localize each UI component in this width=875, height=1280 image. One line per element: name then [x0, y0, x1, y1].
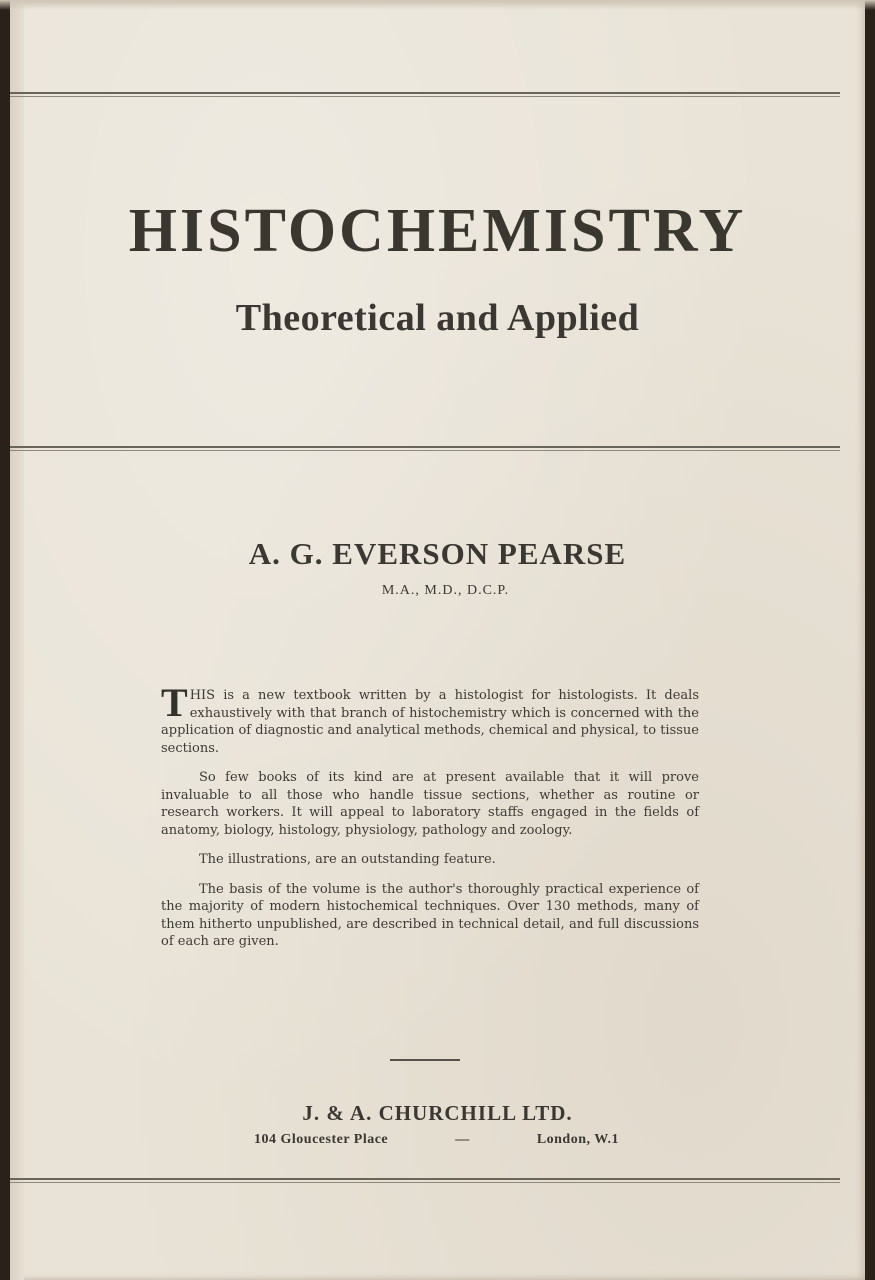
author-name: A. G. EVERSON PEARSE: [248, 536, 627, 571]
jacket-top-edge: [0, 0, 875, 10]
publisher-city: London, W.1: [536, 1132, 619, 1147]
publisher-name: J. & A. CHURCHILL LTD.: [302, 1101, 573, 1125]
address-separator: —: [455, 1132, 470, 1147]
short-divider: [390, 1059, 460, 1061]
book-subtitle: Theoretical and Applied: [235, 297, 640, 339]
publisher-address-line: [254, 1132, 619, 1148]
blurb-paragraph-2: So few books of its kind are at present available that it will prove invaluable to all those who handle tissue sections, whether as routine or research workers. It will appeal to laboratory staffs engaged in the fields of anatomy, biology, histology, physiology, pathology and zoology.: [161, 770, 699, 838]
blurb-text: [161, 680, 699, 963]
publisher-street: 104 Gloucester Place: [254, 1132, 389, 1147]
blurb-paragraph-1: [161, 680, 699, 757]
blurb-paragraph-3: The illustrations, are an outstanding feature.: [199, 852, 496, 867]
bottom-double-rule: [10, 1178, 840, 1183]
blurb-paragraph-4: The basis of the volume is the author's thoroughly practical experience of the majority of modern histochemical techniques. Over 130 methods, many of them hitherto unpublished, are described in technical detail, and full discussions of each are given.: [161, 881, 699, 949]
dust-jacket: [10, 0, 865, 1280]
blurb-paragraph-1-text: HIS is a new textbook written by a histologist for histologists. It deals exhaustively with that branch of histochemistry which is concerned with the application of diagnostic and analytical methods, chemical and physical, to tissue sections.: [161, 688, 699, 756]
jacket-spine-edge: [10, 0, 24, 1280]
book-title: HISTOCHEMISTRY: [128, 197, 747, 265]
drop-cap: T: [161, 680, 188, 725]
author-credentials: M.A., M.D., D.C.P.: [381, 583, 510, 598]
middle-double-rule: [10, 446, 840, 451]
top-double-rule: [10, 92, 840, 97]
